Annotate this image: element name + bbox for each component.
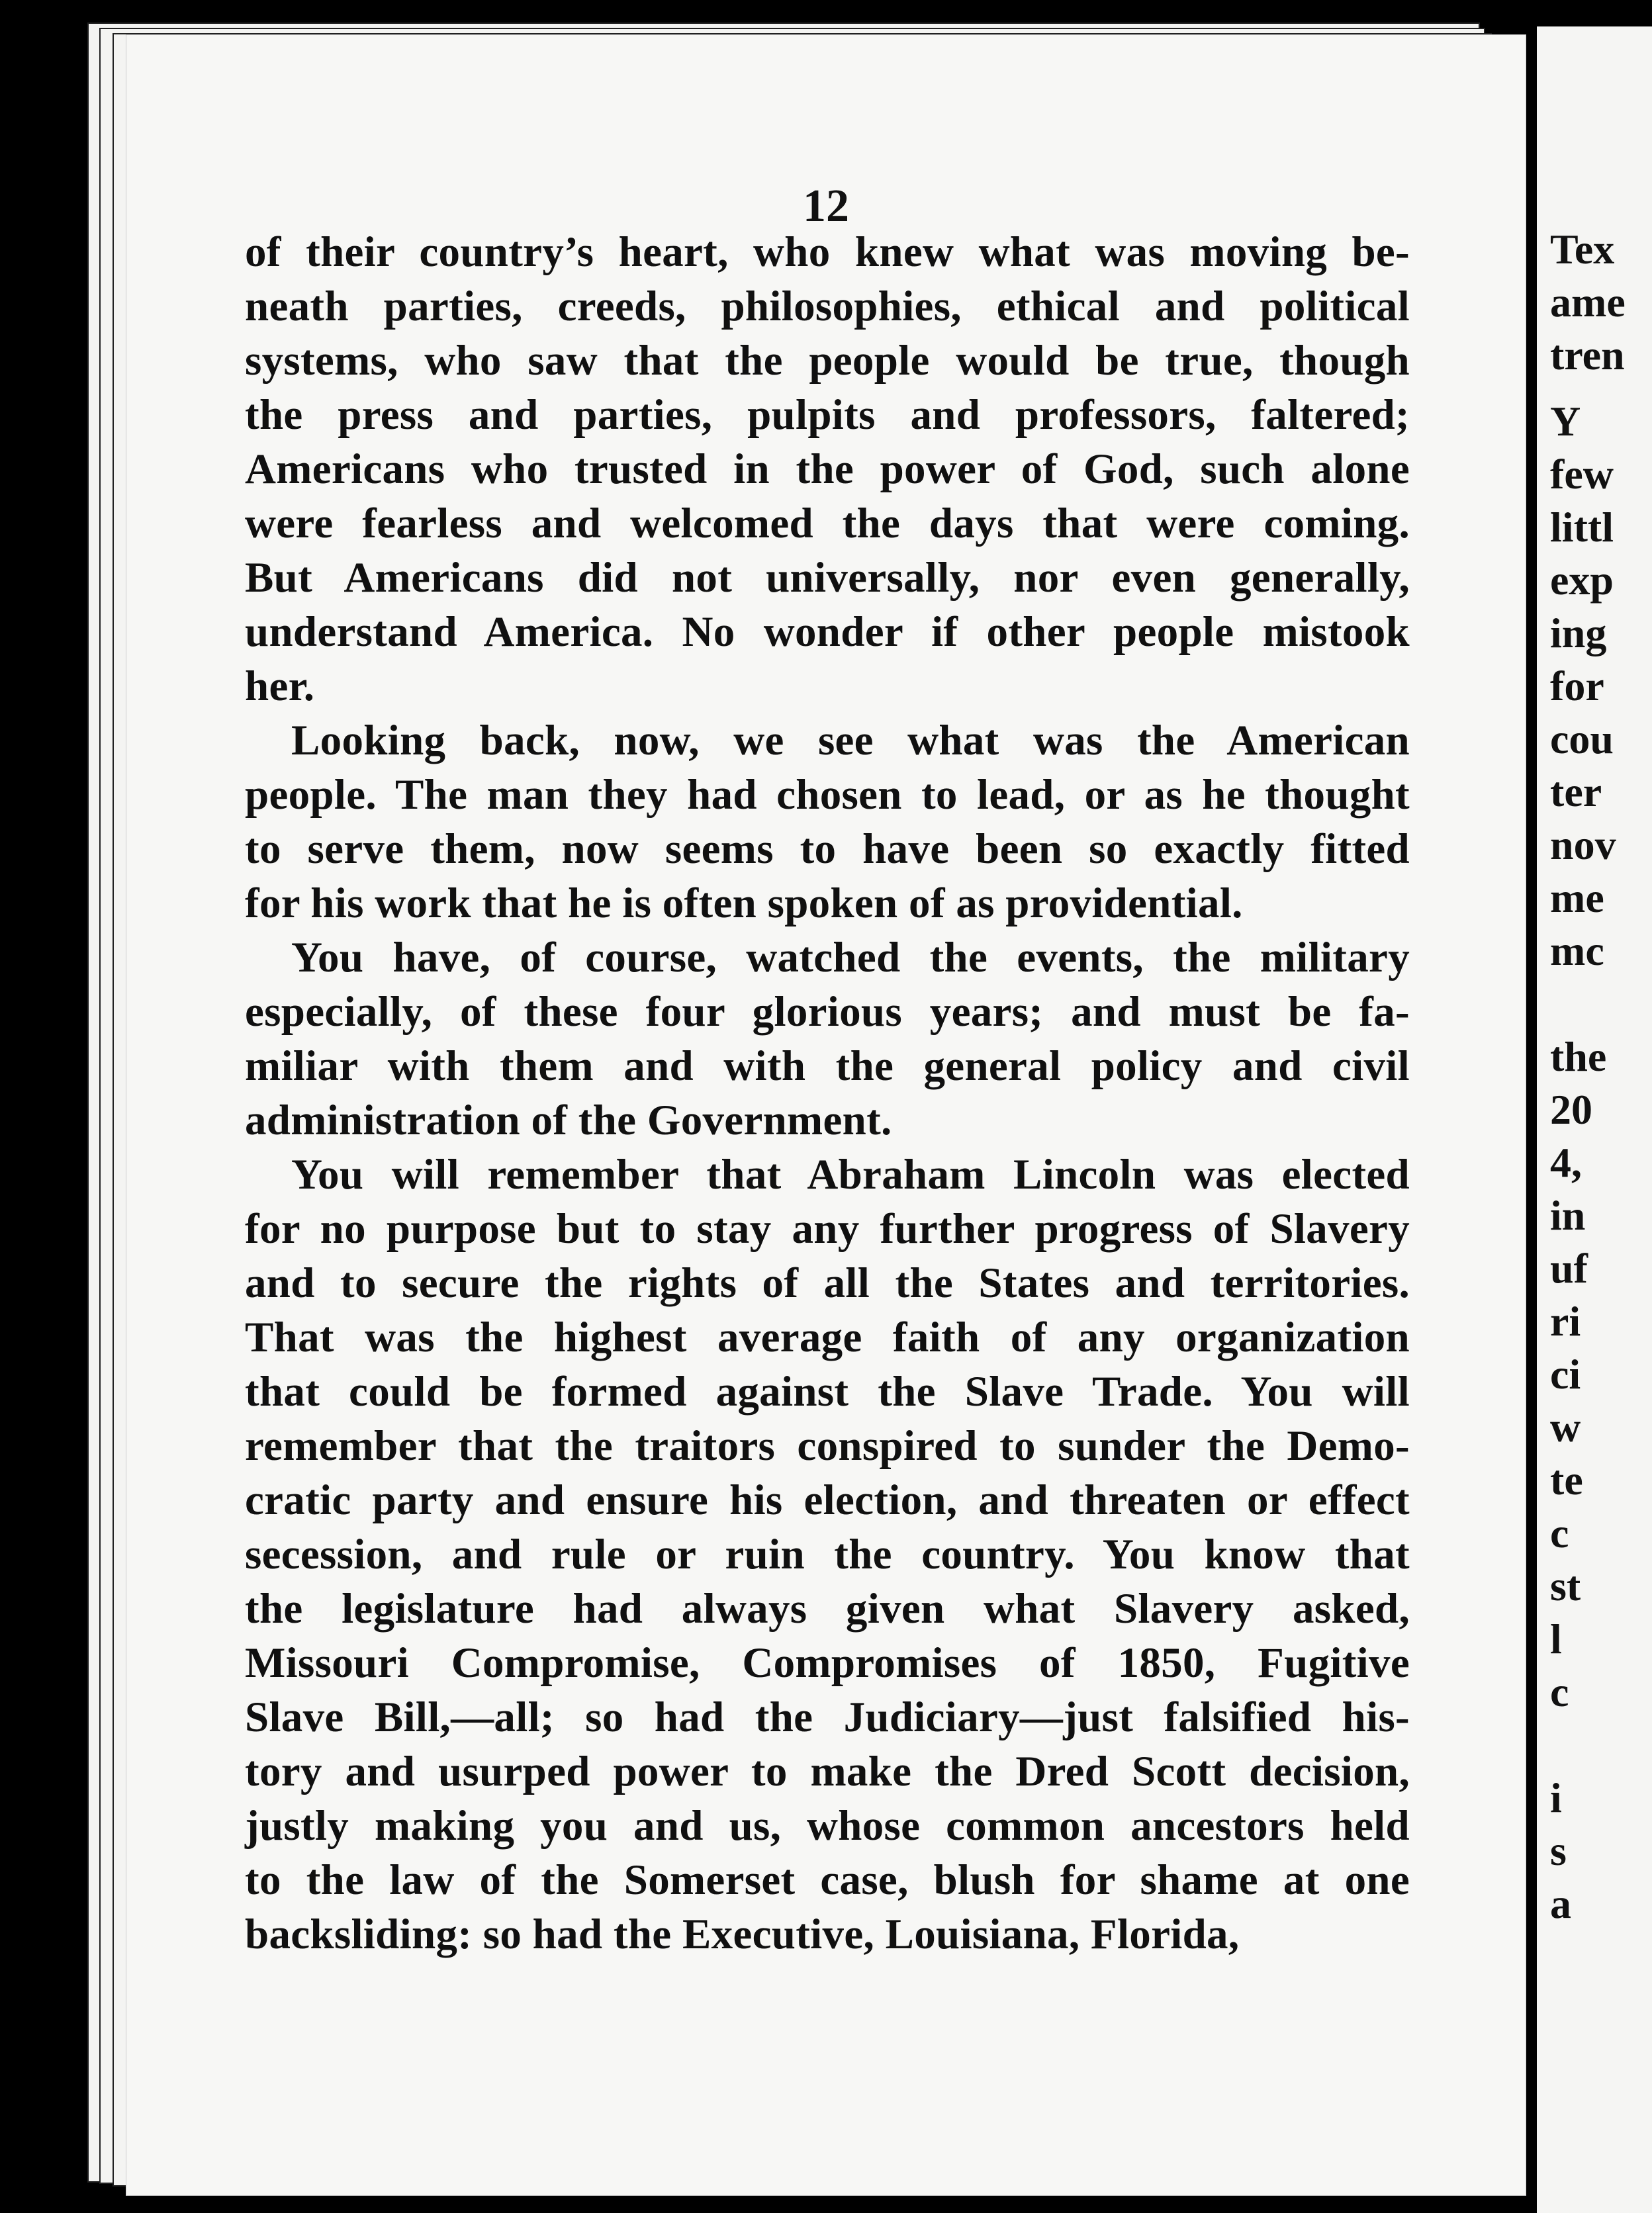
text-line: miliar with them and with the general policy and civil bbox=[245, 1042, 1410, 1090]
text-line: justly making you and us, whose common ancestors held bbox=[245, 1802, 1410, 1850]
facing-page-fragment: ing bbox=[1550, 610, 1607, 656]
facing-page-fragment: l bbox=[1550, 1615, 1562, 1662]
text-line: Americans who trusted in the power of God, such alone bbox=[245, 445, 1410, 493]
text-line: the legislature had always given what Slavery asked, bbox=[245, 1585, 1410, 1633]
facing-page-edge bbox=[1537, 26, 1652, 2213]
text-line: to serve them, now seems to have been so exactly fitted bbox=[245, 825, 1410, 873]
text-line: That was the highest average faith of any organization bbox=[245, 1314, 1410, 1361]
facing-page-fragment: me bbox=[1550, 874, 1604, 921]
text-line: You have, of course, watched the events, the military bbox=[291, 934, 1410, 981]
text-line: that could be formed against the Slave Trade. You will bbox=[245, 1368, 1410, 1416]
text-line: understand America. No wonder if other people mistook bbox=[245, 608, 1410, 656]
facing-page-fragment: i bbox=[1550, 1774, 1562, 1821]
paragraph bbox=[245, 225, 1410, 713]
facing-page-fragment: st bbox=[1550, 1562, 1581, 1609]
facing-page-fragment: ter bbox=[1550, 768, 1602, 815]
page-body-text bbox=[245, 225, 1410, 1962]
text-line: You will remember that Abraham Lincoln was elected bbox=[291, 1151, 1410, 1198]
facing-page-fragment: Y bbox=[1550, 398, 1581, 445]
text-line: remember that the traitors conspired to sunder the Demo- bbox=[245, 1422, 1410, 1470]
text-line: But Americans did not universally, nor even generally, bbox=[245, 554, 1410, 602]
facing-page-fragment: few bbox=[1550, 451, 1614, 498]
text-line: especially, of these four glorious years; and must be fa- bbox=[245, 988, 1410, 1036]
facing-page-fragment: littl bbox=[1550, 504, 1614, 551]
text-line: Slave Bill,—all; so had the Judiciary—just falsified his- bbox=[245, 1694, 1410, 1741]
facing-page-fragment: the bbox=[1550, 1033, 1607, 1080]
text-line: Missouri Compromise, Compromises of 1850, Fugitive bbox=[245, 1639, 1410, 1687]
text-line: were fearless and welcomed the days that were coming. bbox=[245, 500, 1410, 547]
facing-page-fragment: 4, bbox=[1550, 1139, 1582, 1186]
text-line: for his work that he is often spoken of as providential. bbox=[245, 880, 1243, 927]
text-line: her. bbox=[245, 662, 315, 710]
text-line: systems, who saw that the people would be true, though bbox=[245, 337, 1410, 384]
paragraph bbox=[245, 713, 1410, 930]
text-line: administration of the Government. bbox=[245, 1097, 892, 1144]
facing-page-fragment: Tex bbox=[1550, 226, 1615, 273]
paragraph bbox=[245, 1148, 1410, 1962]
paragraph bbox=[245, 930, 1410, 1148]
facing-page-fragment: ame bbox=[1550, 279, 1626, 326]
text-line: to the law of the Somerset case, blush for shame at one bbox=[245, 1856, 1410, 1904]
facing-page-fragment: exp bbox=[1550, 557, 1614, 604]
facing-page-fragment: in bbox=[1550, 1192, 1586, 1239]
text-line: tory and usurped power to make the Dred Scott decision, bbox=[245, 1748, 1410, 1795]
text-line: cratic party and ensure his election, and threaten or effect bbox=[245, 1476, 1410, 1524]
text-line: and to secure the rights of all the States and territories. bbox=[245, 1259, 1410, 1307]
facing-page-fragment: c bbox=[1550, 1510, 1569, 1557]
text-line: backsliding: so had the Executive, Louisiana, Florida, bbox=[245, 1911, 1240, 1958]
facing-page-fragment: te bbox=[1550, 1457, 1583, 1504]
facing-page-fragment: ri bbox=[1550, 1298, 1581, 1345]
facing-page-fragment: c bbox=[1550, 1668, 1569, 1715]
facing-page-fragment: s bbox=[1550, 1827, 1567, 1874]
text-line: the press and parties, pulpits and professors, faltered; bbox=[245, 391, 1410, 439]
facing-page-fragment: uf bbox=[1550, 1245, 1588, 1292]
facing-page-fragment: for bbox=[1550, 662, 1604, 709]
facing-page-fragment: 20 bbox=[1550, 1086, 1592, 1133]
facing-page-fragment: ci bbox=[1550, 1351, 1581, 1398]
page-number: 12 bbox=[803, 181, 849, 232]
facing-page-fragment: nov bbox=[1550, 821, 1616, 868]
text-line: of their country’s heart, who knew what was moving be- bbox=[245, 228, 1410, 276]
facing-page-fragment: cou bbox=[1550, 715, 1614, 762]
facing-page-fragment: w bbox=[1550, 1404, 1581, 1451]
facing-page-fragment: mc bbox=[1550, 927, 1604, 974]
facing-page-fragment: a bbox=[1550, 1880, 1571, 1927]
text-line: secession, and rule or ruin the country. You know that bbox=[245, 1531, 1410, 1578]
text-line: Looking back, now, we see what was the American bbox=[291, 717, 1410, 764]
text-line: for no purpose but to stay any further progress of Slavery bbox=[245, 1205, 1410, 1253]
text-line: people. The man they had chosen to lead, or as he thought bbox=[245, 771, 1410, 819]
facing-page-fragment: tren bbox=[1550, 332, 1625, 379]
text-line: neath parties, creeds, philosophies, ethical and political bbox=[245, 283, 1410, 330]
